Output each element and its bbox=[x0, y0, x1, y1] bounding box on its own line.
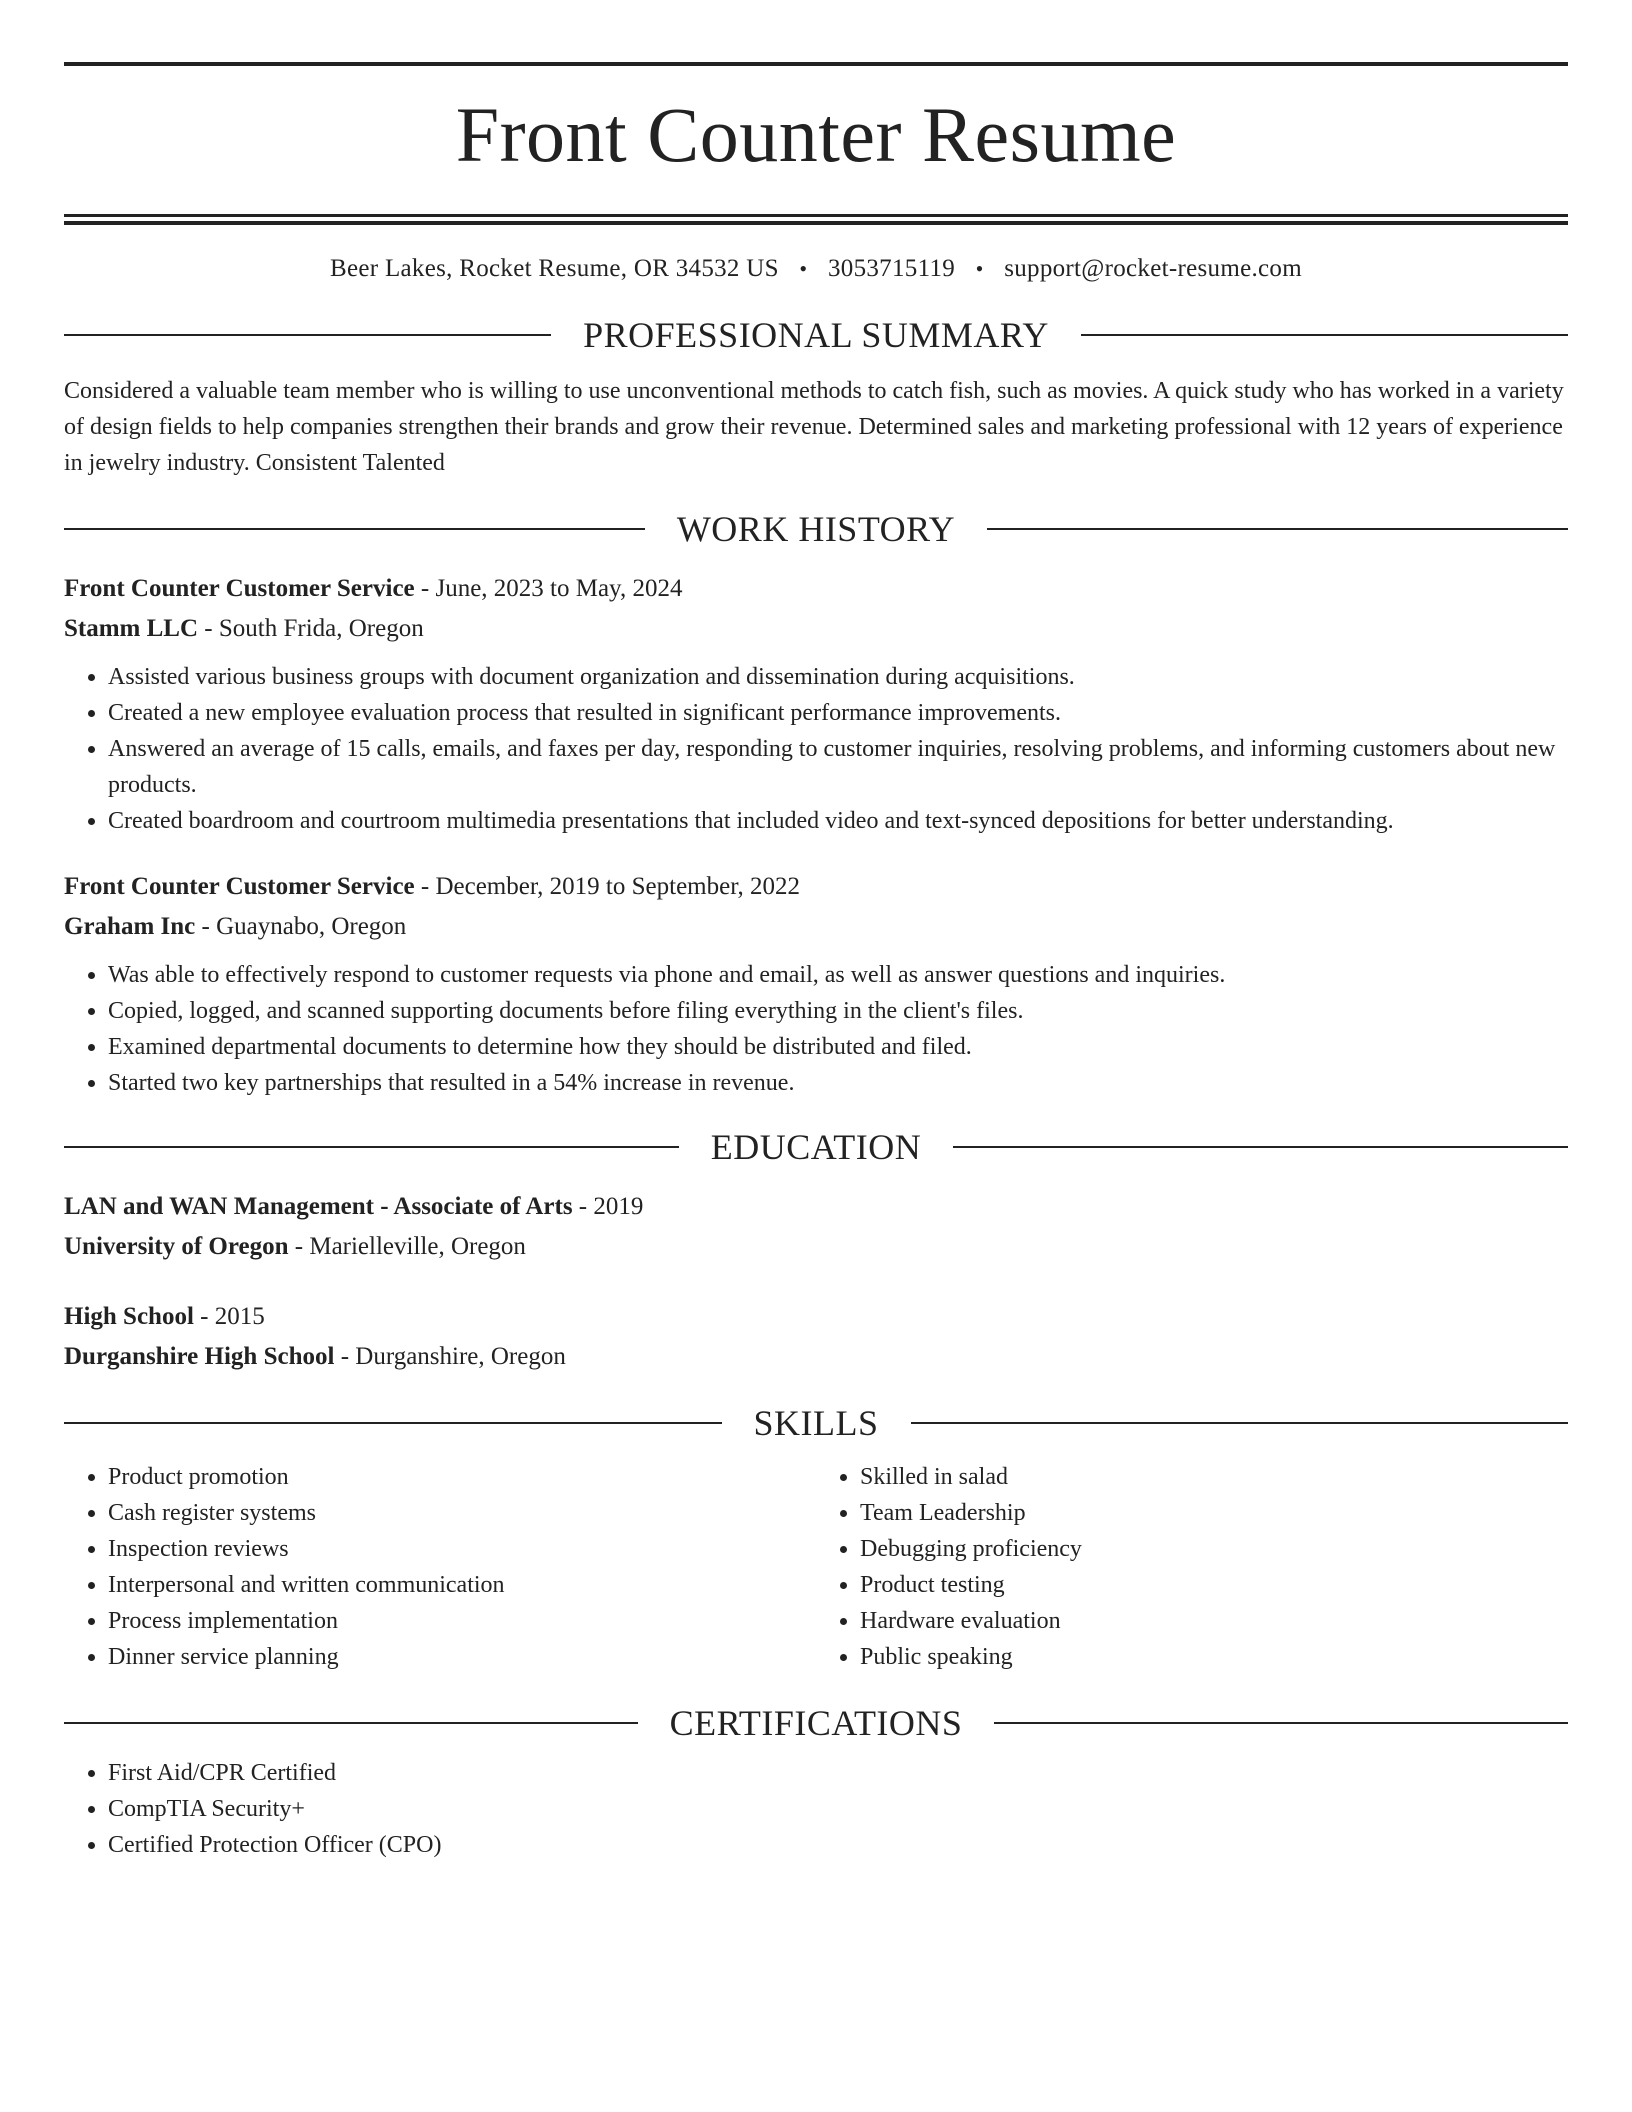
certifications-list bbox=[64, 1755, 1568, 1863]
job-entry bbox=[64, 569, 1568, 839]
education-year: - 2015 bbox=[193, 1303, 265, 1330]
skill-item: • Product promotion bbox=[108, 1459, 816, 1495]
job-bullet: • Copied, logged, and scanned supporting documents before filing everything in the client's files. bbox=[108, 993, 1568, 1029]
job-company: Graham Inc bbox=[64, 913, 196, 940]
skill-item: • Product testing bbox=[860, 1567, 1568, 1603]
section-rule bbox=[953, 1146, 1568, 1148]
contact-phone[interactable]: 3053715119 bbox=[827, 255, 956, 282]
education-school: University of Oregon bbox=[64, 1233, 289, 1260]
job-bullet: • Answered an average of 15 calls, emails, and faxes per day, responding to customer inquiries, resolving problems, and informing customers about new products. bbox=[108, 731, 1568, 803]
contact-line bbox=[64, 255, 1568, 283]
section-rule bbox=[994, 1722, 1568, 1724]
section-rule bbox=[911, 1422, 1569, 1424]
section-title: WORK HISTORY bbox=[676, 509, 956, 549]
job-entry bbox=[64, 867, 1568, 1101]
contact-address: Beer Lakes, Rocket Resume, OR 34532 US bbox=[330, 255, 779, 282]
skills-section-header bbox=[64, 1405, 1568, 1441]
education-section-header bbox=[64, 1129, 1568, 1165]
job-bullet: • Was able to effectively respond to customer requests via phone and email, as well as answer questions and inquiries. bbox=[108, 957, 1568, 993]
skill-item: • Skilled in salad bbox=[860, 1459, 1568, 1495]
skills-column-left bbox=[64, 1459, 816, 1675]
contact-separator: • bbox=[799, 256, 808, 281]
education-degree-line bbox=[64, 1297, 1568, 1337]
skill-item: • Inspection reviews bbox=[108, 1531, 816, 1567]
job-company: Stamm LLC bbox=[64, 615, 199, 642]
job-location: - Guaynabo, Oregon bbox=[195, 913, 407, 940]
skill-item: • Team Leadership bbox=[860, 1495, 1568, 1531]
skills-column-right bbox=[816, 1459, 1568, 1675]
resume-page bbox=[64, 62, 1568, 1863]
education-school-line bbox=[64, 1227, 1568, 1267]
skill-item: • Interpersonal and written communication bbox=[108, 1567, 816, 1603]
skill-item: • Debugging proficiency bbox=[860, 1531, 1568, 1567]
summary-text: Considered a valuable team member who is willing to use unconventional methods to catch fish, such as movies. A quick study who has worked in a variety of design fields to help companies strengthen their brands and grow their revenue. Determined sales and marketing professional with 12 years of experience in jewelry industry. Consistent Talented bbox=[64, 378, 1564, 476]
education-entry bbox=[64, 1187, 1568, 1267]
job-bullets bbox=[64, 957, 1568, 1101]
job-bullet: • Created a new employee evaluation process that resulted in significant performance improvements. bbox=[108, 695, 1568, 731]
section-rule bbox=[64, 1722, 638, 1724]
top-rule bbox=[64, 62, 1568, 66]
skill-item: • Public speaking bbox=[860, 1639, 1568, 1675]
certifications-bullets bbox=[64, 1755, 1568, 1863]
job-company-line bbox=[64, 907, 1568, 947]
job-location: - South Frida, Oregon bbox=[198, 615, 424, 642]
job-bullet: • Assisted various business groups with document organization and dissemination during acquisitions. bbox=[108, 659, 1568, 695]
certifications-section-header bbox=[64, 1705, 1568, 1741]
job-title-line bbox=[64, 867, 1568, 907]
skill-item: • Cash register systems bbox=[108, 1495, 816, 1531]
section-title: SKILLS bbox=[753, 1403, 879, 1443]
job-bullet: • Started two key partnerships that resulted in a 54% increase in revenue. bbox=[108, 1065, 1568, 1101]
section-rule bbox=[64, 334, 551, 336]
education-location: - Durganshire, Oregon bbox=[334, 1343, 566, 1370]
job-bullets bbox=[64, 659, 1568, 839]
skill-item: • Dinner service planning bbox=[108, 1639, 816, 1675]
section-title: PROFESSIONAL SUMMARY bbox=[583, 315, 1049, 355]
section-rule bbox=[64, 1422, 722, 1424]
education-school: Durganshire High School bbox=[64, 1343, 335, 1370]
work-section-header bbox=[64, 511, 1568, 547]
education-year: - 2019 bbox=[572, 1193, 644, 1220]
section-rule bbox=[1081, 334, 1568, 336]
education-location: - Marielleville, Oregon bbox=[288, 1233, 526, 1260]
contact-separator: • bbox=[975, 256, 984, 281]
section-rule bbox=[64, 528, 645, 530]
job-company-line bbox=[64, 609, 1568, 649]
title-double-rule bbox=[64, 214, 1568, 225]
job-dates: - June, 2023 to May, 2024 bbox=[414, 575, 683, 602]
section-title: CERTIFICATIONS bbox=[669, 1703, 963, 1743]
certification-item: • Certified Protection Officer (CPO) bbox=[108, 1827, 1568, 1863]
education-school-line bbox=[64, 1337, 1568, 1377]
summary-section-header bbox=[64, 317, 1568, 353]
section-title: EDUCATION bbox=[710, 1127, 922, 1167]
job-title: Front Counter Customer Service bbox=[64, 575, 415, 602]
education-degree: LAN and WAN Management - Associate of Arts bbox=[64, 1193, 573, 1220]
certification-item: • First Aid/CPR Certified bbox=[108, 1755, 1568, 1791]
resume-title: Front Counter Resume bbox=[455, 91, 1177, 178]
education-degree-line bbox=[64, 1187, 1568, 1227]
section-rule bbox=[64, 1146, 679, 1148]
job-dates: - December, 2019 to September, 2022 bbox=[414, 873, 801, 900]
job-bullet: • Examined departmental documents to determine how they should be distributed and filed. bbox=[108, 1029, 1568, 1065]
job-title-line bbox=[64, 569, 1568, 609]
education-degree: High School bbox=[64, 1303, 194, 1330]
contact-email[interactable]: support@rocket-resume.com bbox=[1004, 255, 1302, 282]
section-rule bbox=[987, 528, 1568, 530]
job-title: Front Counter Customer Service bbox=[64, 873, 415, 900]
certification-item: • CompTIA Security+ bbox=[108, 1791, 1568, 1827]
education-entry bbox=[64, 1297, 1568, 1377]
job-bullet: • Created boardroom and courtroom multimedia presentations that included video and text-synced depositions for better understanding. bbox=[108, 803, 1568, 839]
skill-item: • Process implementation bbox=[108, 1603, 816, 1639]
skill-item: • Hardware evaluation bbox=[860, 1603, 1568, 1639]
skills-list bbox=[64, 1459, 1568, 1675]
